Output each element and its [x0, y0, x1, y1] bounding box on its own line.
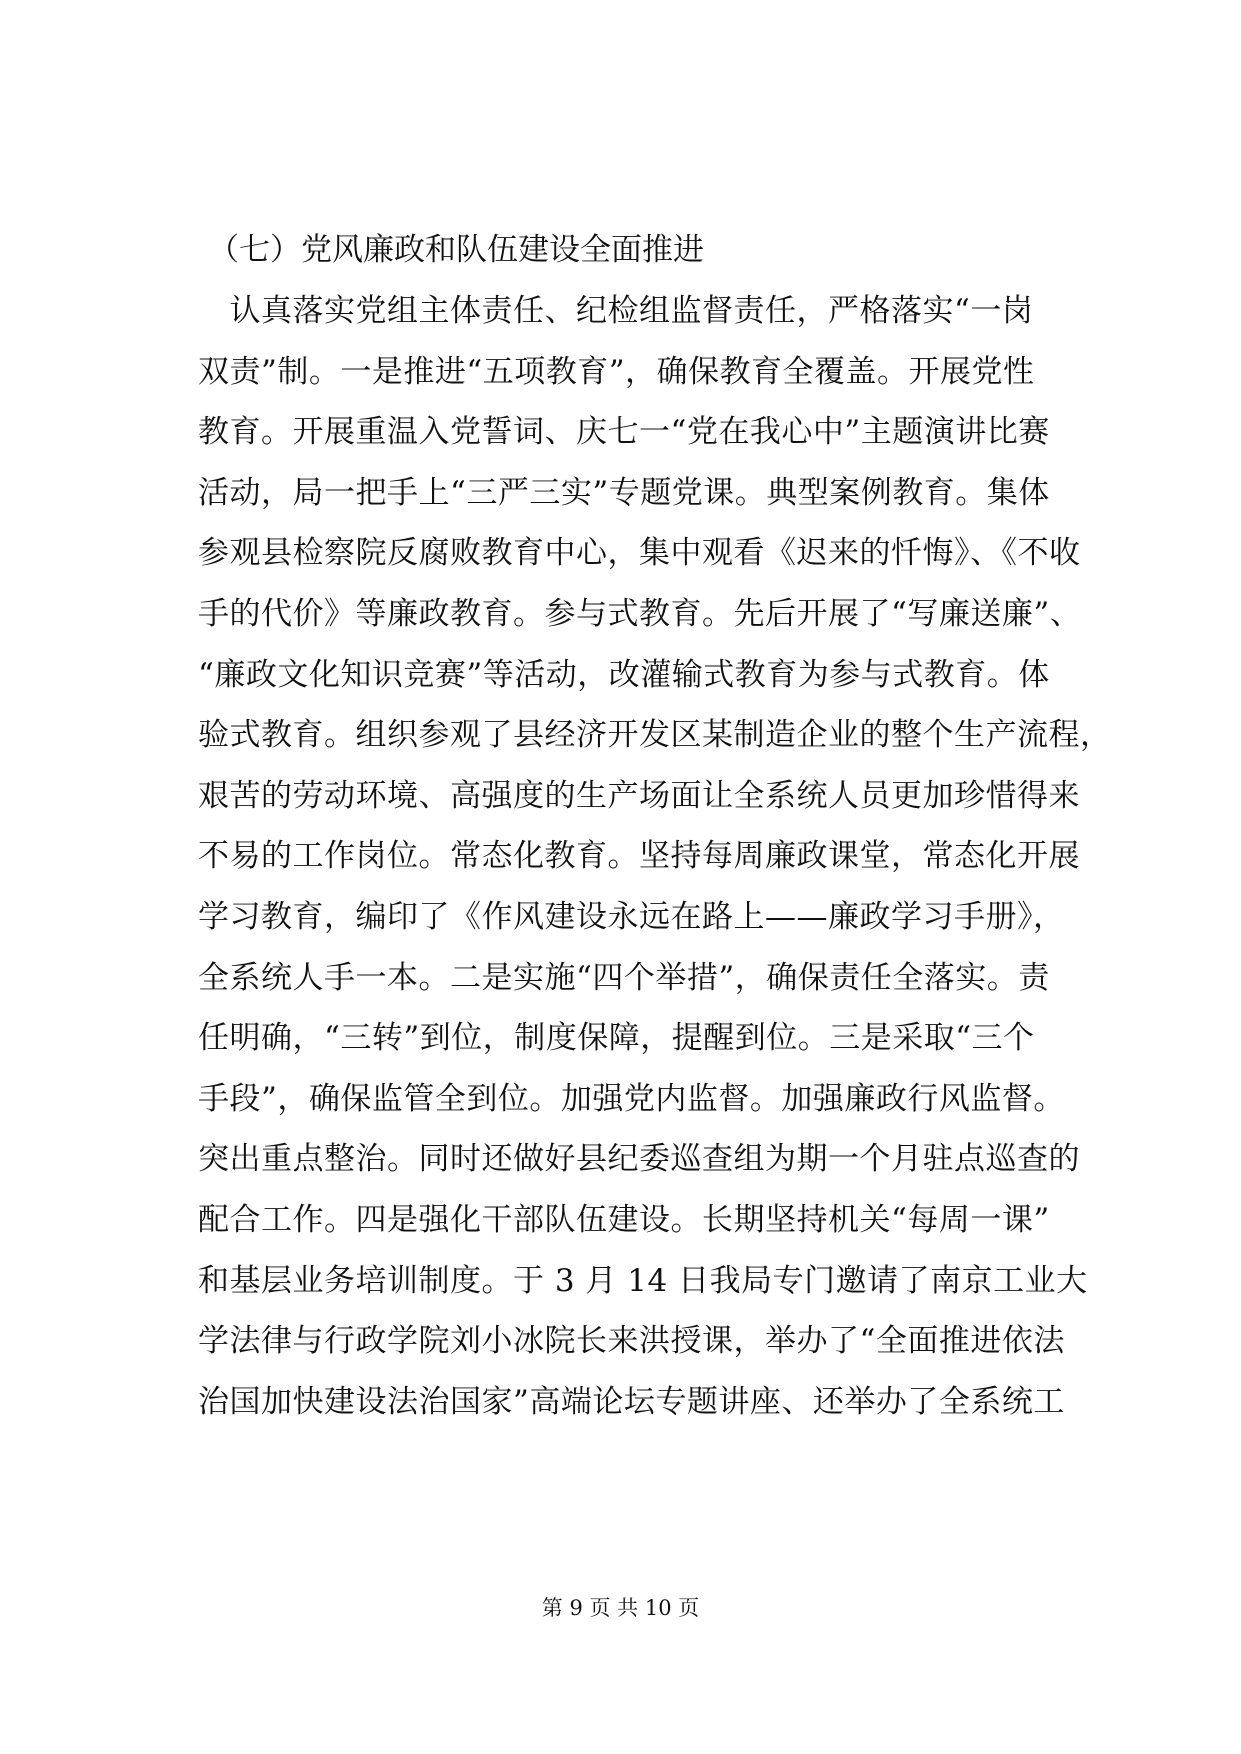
paragraph-line: 参观县检察院反腐败教育中心，集中观看《迟来的忏悔》、《不收	[198, 535, 1081, 572]
page-number-footer: 第 9 页 共 10 页	[541, 1596, 700, 1620]
paragraph-line: 手段”，确保监管全到位。加强党内监督。加强廉政行风监督。	[198, 1080, 1065, 1117]
paragraph-line: 学习教育，编印了《作风建设永远在路上——廉政学习手册》，	[198, 898, 1065, 935]
paragraph-line: 活动，局一把手上“三严三实”专题党课。典型案例教育。集体	[198, 474, 1050, 511]
paragraph-line: 双责”制。一是推进“五项教育”，确保教育全覆盖。开展党性	[198, 353, 1035, 390]
paragraph-line: 手的代价》等廉政教育。参与式教育。先后开展了“写廉送廉”、	[198, 595, 1082, 632]
paragraph-line: 不易的工作岗位。常态化教育。坚持每周廉政课堂，常态化开展	[198, 838, 1080, 875]
section-heading: （七）党风廉政和队伍建设全面推进	[208, 232, 704, 268]
paragraph-line: 全系统人手一本。二是实施“四个举措”，确保责任全落实。责	[198, 959, 1050, 996]
paragraph-line: 教育。开展重温入党誓词、庆七一“党在我心中”主题演讲比赛	[198, 414, 1050, 451]
paragraph-line: 任明确，“三转”到位，制度保障，提醒到位。三是采取“三个	[198, 1020, 1035, 1057]
paragraph-line: 和基层业务培训制度。于 3 月 14 日我局专门邀请了南京工业大	[198, 1262, 1088, 1299]
body-paragraph	[198, 289, 1112, 1440]
paragraph-line: 治国加快建设法治国家”高端论坛专题讲座、还举办了全系统工	[198, 1383, 1065, 1420]
paragraph-line: 突出重点整治。同时还做好县纪委巡查组为期一个月驻点巡查的	[198, 1141, 1080, 1178]
paragraph-line: 验式教育。组织参观了县经济开发区某制造企业的整个生产流程，	[198, 717, 1112, 754]
paragraph-line: “廉政文化知识竞赛”等活动，改灌输式教育为参与式教育。体	[198, 656, 1050, 693]
paragraph-line: 艰苦的劳动环境、高强度的生产场面让全系统人员更加珍惜得来	[198, 777, 1080, 814]
paragraph-line: 认真落实党组主体责任、纪检组监督责任，严格落实“一岗	[198, 293, 1034, 329]
paragraph-line: 学法律与行政学院刘小冰院长来洪授课，举办了“全面推进依法	[198, 1323, 1065, 1360]
paragraph-line: 配合工作。四是强化干部队伍建设。长期坚持机关“每周一课”	[198, 1201, 1050, 1238]
